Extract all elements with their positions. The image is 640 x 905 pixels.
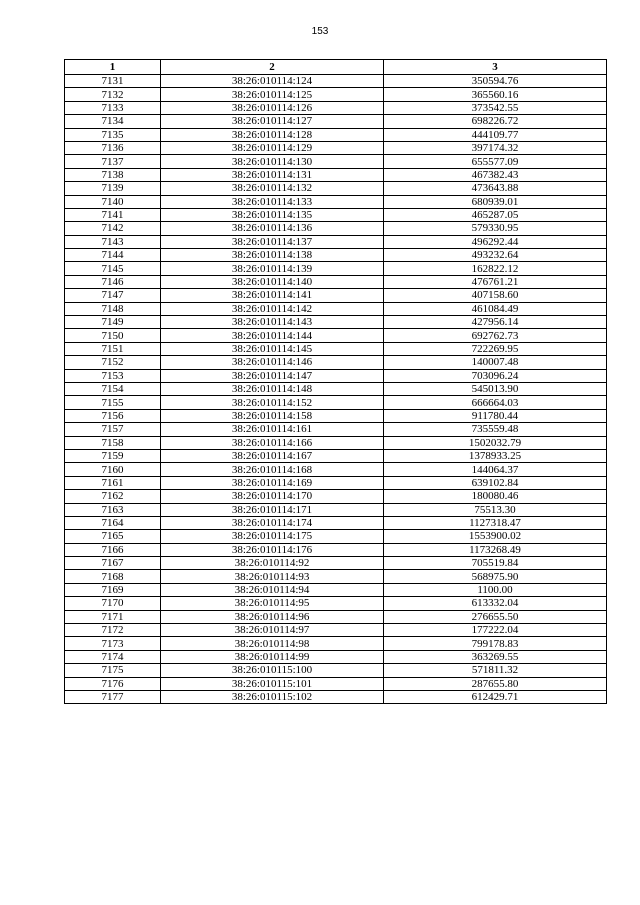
table-row [65,208,607,221]
cadastral-number-cell: 38:26:010114:144 [161,329,384,342]
table-row [65,316,607,329]
cadastral-number-cell: 38:26:010114:125 [161,88,384,101]
cadastral-number-cell: 38:26:010114:97 [161,624,384,637]
cadastral-number-cell: 38:26:010114:145 [161,342,384,355]
cadastral-number-cell: 38:26:010114:132 [161,182,384,195]
table-row [65,329,607,342]
table-row [65,195,607,208]
table-row [65,101,607,114]
row-number-cell: 7176 [65,677,161,690]
table-row [65,664,607,677]
row-number-cell: 7156 [65,409,161,422]
table-row [65,128,607,141]
value-cell: 612429.71 [384,690,607,703]
table-row [65,115,607,128]
value-cell: 75513.30 [384,503,607,516]
row-number-cell: 7134 [65,115,161,128]
value-cell: 579330.95 [384,222,607,235]
value-cell: 373542.55 [384,101,607,114]
cadastral-number-cell: 38:26:010115:101 [161,677,384,690]
cadastral-number-cell: 38:26:010114:95 [161,597,384,610]
row-number-cell: 7132 [65,88,161,101]
table-row [65,583,607,596]
table-row [65,168,607,181]
value-cell: 444109.77 [384,128,607,141]
cadastral-number-cell: 38:26:010114:168 [161,463,384,476]
row-number-cell: 7141 [65,208,161,221]
row-number-cell: 7170 [65,597,161,610]
cadastral-number-cell: 38:26:010114:131 [161,168,384,181]
table-row [65,530,607,543]
table-body [65,75,607,704]
cadastral-number-cell: 38:26:010114:98 [161,637,384,650]
cadastral-number-cell: 38:26:010114:158 [161,409,384,422]
value-cell: 397174.32 [384,141,607,154]
column-header-3: 3 [384,60,607,75]
value-cell: 180080.46 [384,490,607,503]
cadastral-number-cell: 38:26:010114:94 [161,583,384,596]
value-cell: 162822.12 [384,262,607,275]
row-number-cell: 7166 [65,543,161,556]
row-number-cell: 7160 [65,463,161,476]
row-number-cell: 7168 [65,570,161,583]
table-row [65,289,607,302]
table-row [65,516,607,529]
cadastral-number-cell: 38:26:010114:99 [161,650,384,663]
value-cell: 666664.03 [384,396,607,409]
cadastral-number-cell: 38:26:010114:147 [161,369,384,382]
table-row [65,141,607,154]
table-row [65,690,607,703]
table-row [65,75,607,88]
table-row [65,382,607,395]
value-cell: 568975.90 [384,570,607,583]
value-cell: 705519.84 [384,557,607,570]
value-cell: 287655.80 [384,677,607,690]
table-row [65,650,607,663]
value-cell: 365560.16 [384,88,607,101]
table-row [65,182,607,195]
value-cell: 476761.21 [384,275,607,288]
cadastral-number-cell: 38:26:010114:161 [161,423,384,436]
header-row [65,60,607,75]
table-row [65,570,607,583]
cadastral-number-cell: 38:26:010114:152 [161,396,384,409]
table-row [65,449,607,462]
column-header-2: 2 [161,60,384,75]
row-number-cell: 7142 [65,222,161,235]
value-cell: 680939.01 [384,195,607,208]
row-number-cell: 7153 [65,369,161,382]
row-number-cell: 7161 [65,476,161,489]
cadastral-number-cell: 38:26:010114:128 [161,128,384,141]
row-number-cell: 7133 [65,101,161,114]
cadastral-number-cell: 38:26:010114:170 [161,490,384,503]
row-number-cell: 7171 [65,610,161,623]
cadastral-number-cell: 38:26:010114:93 [161,570,384,583]
row-number-cell: 7157 [65,423,161,436]
value-cell: 496292.44 [384,235,607,248]
row-number-cell: 7144 [65,249,161,262]
table-row [65,610,607,623]
cadastral-number-cell: 38:26:010114:130 [161,155,384,168]
table-row [65,155,607,168]
value-cell: 407158.60 [384,289,607,302]
table-row [65,503,607,516]
cadastral-number-cell: 38:26:010114:92 [161,557,384,570]
value-cell: 363269.55 [384,650,607,663]
value-cell: 698226.72 [384,115,607,128]
cadastral-number-cell: 38:26:010114:140 [161,275,384,288]
table-row [65,557,607,570]
value-cell: 493232.64 [384,249,607,262]
row-number-cell: 7175 [65,664,161,677]
value-cell: 465287.05 [384,208,607,221]
cadastral-number-cell: 38:26:010114:169 [161,476,384,489]
cadastral-number-cell: 38:26:010114:142 [161,302,384,315]
row-number-cell: 7138 [65,168,161,181]
cadastral-number-cell: 38:26:010114:137 [161,235,384,248]
row-number-cell: 7158 [65,436,161,449]
row-number-cell: 7150 [65,329,161,342]
value-cell: 613332.04 [384,597,607,610]
cadastral-number-cell: 38:26:010114:139 [161,262,384,275]
row-number-cell: 7151 [65,342,161,355]
cadastral-number-cell: 38:26:010114:129 [161,141,384,154]
row-number-cell: 7159 [65,449,161,462]
row-number-cell: 7143 [65,235,161,248]
row-number-cell: 7154 [65,382,161,395]
page-number: 153 [311,26,329,37]
table-row [65,302,607,315]
table-row [65,342,607,355]
row-number-cell: 7165 [65,530,161,543]
value-cell: 655577.09 [384,155,607,168]
value-cell: 545013.90 [384,382,607,395]
row-number-cell: 7169 [65,583,161,596]
row-number-cell: 7147 [65,289,161,302]
row-number-cell: 7149 [65,316,161,329]
value-cell: 461084.49 [384,302,607,315]
cadastral-number-cell: 38:26:010115:100 [161,664,384,677]
value-cell: 350594.76 [384,75,607,88]
row-number-cell: 7135 [65,128,161,141]
cadastral-number-cell: 38:26:010114:174 [161,516,384,529]
table-row [65,235,607,248]
table-row [65,423,607,436]
table-row [65,262,607,275]
value-cell: 427956.14 [384,316,607,329]
row-number-cell: 7136 [65,141,161,154]
table-row [65,490,607,503]
cadastral-number-cell: 38:26:010114:175 [161,530,384,543]
cadastral-number-cell: 38:26:010114:141 [161,289,384,302]
row-number-cell: 7145 [65,262,161,275]
cadastral-number-cell: 38:26:010114:166 [161,436,384,449]
cadastral-number-cell: 38:26:010114:146 [161,356,384,369]
row-number-cell: 7174 [65,650,161,663]
table-row [65,436,607,449]
table-row [65,463,607,476]
table-row [65,677,607,690]
value-cell: 473643.88 [384,182,607,195]
value-cell: 735559.48 [384,423,607,436]
cadastral-number-cell: 38:26:010114:143 [161,316,384,329]
row-number-cell: 7167 [65,557,161,570]
row-number-cell: 7152 [65,356,161,369]
cadastral-number-cell: 38:26:010114:138 [161,249,384,262]
row-number-cell: 7173 [65,637,161,650]
cadastral-number-cell: 38:26:010114:133 [161,195,384,208]
row-number-cell: 7155 [65,396,161,409]
table-row [65,543,607,556]
table-row [65,222,607,235]
cadastral-number-cell: 38:26:010114:136 [161,222,384,235]
cadastral-number-cell: 38:26:010114:176 [161,543,384,556]
table-row [65,597,607,610]
row-number-cell: 7139 [65,182,161,195]
value-cell: 140007.48 [384,356,607,369]
row-number-cell: 7163 [65,503,161,516]
value-cell: 692762.73 [384,329,607,342]
cadastral-number-cell: 38:26:010114:126 [161,101,384,114]
row-number-cell: 7131 [65,75,161,88]
cadastral-number-cell: 38:26:010114:148 [161,382,384,395]
value-cell: 1378933.25 [384,449,607,462]
cadastral-number-cell: 38:26:010114:167 [161,449,384,462]
row-number-cell: 7148 [65,302,161,315]
value-cell: 799178.83 [384,637,607,650]
cadastral-number-cell: 38:26:010115:102 [161,690,384,703]
row-number-cell: 7164 [65,516,161,529]
table-row [65,409,607,422]
row-number-cell: 7140 [65,195,161,208]
value-cell: 722269.95 [384,342,607,355]
value-cell: 571811.32 [384,664,607,677]
cadastral-value-table [64,59,607,704]
value-cell: 703096.24 [384,369,607,382]
table-header [65,60,607,75]
cadastral-number-cell: 38:26:010114:171 [161,503,384,516]
column-header-1: 1 [65,60,161,75]
row-number-cell: 7137 [65,155,161,168]
value-cell: 1553900.02 [384,530,607,543]
value-cell: 144064.37 [384,463,607,476]
cadastral-number-cell: 38:26:010114:135 [161,208,384,221]
value-cell: 639102.84 [384,476,607,489]
value-cell: 276655.50 [384,610,607,623]
table-row [65,369,607,382]
table-row [65,356,607,369]
value-cell: 1502032.79 [384,436,607,449]
table-row [65,249,607,262]
row-number-cell: 7177 [65,690,161,703]
value-cell: 911780.44 [384,409,607,422]
cadastral-number-cell: 38:26:010114:124 [161,75,384,88]
table-row [65,624,607,637]
table-row [65,476,607,489]
value-cell: 467382.43 [384,168,607,181]
value-cell: 1127318.47 [384,516,607,529]
row-number-cell: 7162 [65,490,161,503]
row-number-cell: 7172 [65,624,161,637]
table-row [65,637,607,650]
table-row [65,275,607,288]
value-cell: 177222.04 [384,624,607,637]
row-number-cell: 7146 [65,275,161,288]
table-row [65,396,607,409]
value-cell: 1100.00 [384,583,607,596]
value-cell: 1173268.49 [384,543,607,556]
cadastral-number-cell: 38:26:010114:127 [161,115,384,128]
cadastral-number-cell: 38:26:010114:96 [161,610,384,623]
table-row [65,88,607,101]
